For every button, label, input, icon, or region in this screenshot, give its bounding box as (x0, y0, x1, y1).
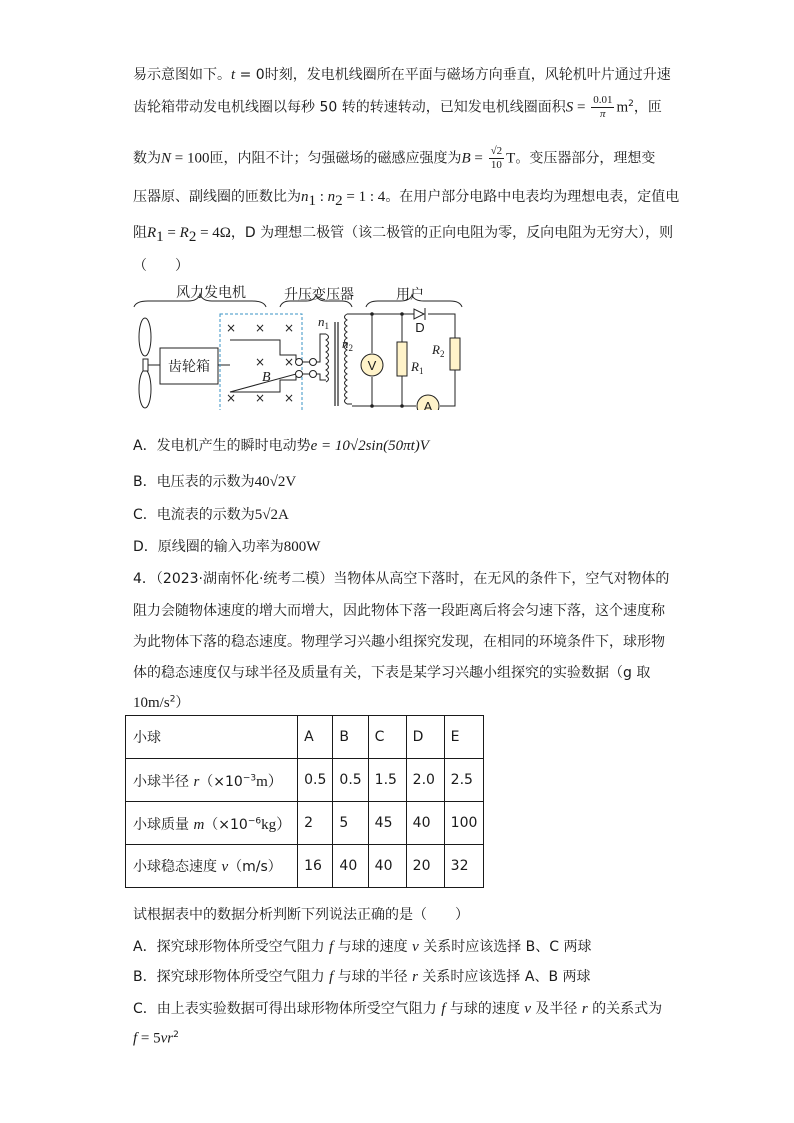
resistor-R2 (450, 338, 460, 370)
exponent: 2 (169, 694, 176, 705)
q4-prompt: 试根据表中的数据分析判断下列说法正确的是（ ） (133, 907, 469, 923)
secondary-coil (345, 314, 353, 404)
text: ，D 为理想二极管（该二极管的正向电阻为零，反向电阻为无穷大），则 (230, 225, 674, 241)
option-3B (133, 471, 296, 491)
primary-coil (326, 334, 329, 382)
label-user: 用户 (396, 287, 424, 303)
var-R2: R (179, 225, 189, 241)
x-mark: × (254, 391, 266, 405)
q4-line-2: 阻力会随物体速度的增大而增大，因此物体下落一段距离后将会匀速下落，这个速度称 (133, 603, 665, 619)
diode-icon (414, 308, 425, 320)
text: = 0时刻，发电机线圈所在平面与磁场方向垂直，风轮机叶片通过升速 (235, 67, 671, 83)
subscript: 1 (156, 228, 164, 245)
table-cell: 40 (333, 845, 368, 888)
label-R2: $R_2$ (432, 342, 445, 359)
table-row (126, 802, 484, 845)
table-cell: 45 (368, 802, 406, 845)
fraction (489, 145, 505, 172)
intro-line-2 (133, 94, 662, 121)
exponent: 2 (628, 98, 634, 109)
x-mark: × (225, 391, 237, 405)
x-mark: × (254, 321, 266, 335)
table-cell: 40 (406, 802, 444, 845)
var-t: t (231, 67, 236, 83)
label-n2: $n_2$ (342, 336, 353, 353)
text: ，匝 (633, 99, 662, 116)
option-expression: e = 10√2sin(50πt)V (310, 438, 429, 454)
text: = 100 (171, 150, 210, 167)
intro-line-1 (133, 64, 671, 84)
option-label: A．发电机产生的瞬时电动势 (133, 438, 311, 454)
q4-line-1: 4．（2023·湖南怀化·统考二模）当物体从高空下落时，在无风的条件下，空气对物体的 (133, 571, 670, 587)
label-V: V (367, 358, 377, 373)
intro-line-4 (133, 186, 679, 210)
option-label: D．原线圈的输入功率为 (133, 539, 284, 555)
option-label: C．电流表的示数为 (133, 507, 255, 523)
var-n1: n (301, 189, 309, 205)
text: 齿轮箱带动发电机线圈以每秒 50 转的转速转动，已知发电机线圈面积 (133, 99, 566, 116)
table-cell: 40 (368, 845, 406, 888)
table-row-label: 小球半径 $r(\times 10^{-3}m)$ (126, 759, 298, 802)
gearbox-label: 齿轮箱 (168, 359, 210, 375)
text: 匝，内阻不计；匀强磁场的磁感应强度为 (209, 150, 462, 167)
table-cell: B (333, 716, 368, 759)
text: = (470, 150, 487, 167)
label-R1: $R_1$ (411, 359, 424, 376)
fraction (591, 94, 614, 121)
label-B: B (262, 370, 271, 385)
text: 阻 (133, 225, 147, 241)
slip-ring (296, 359, 303, 366)
propeller-icon (139, 318, 160, 408)
table-cell: C (368, 716, 406, 759)
option-expression: 40√2V (254, 474, 297, 490)
fraction-numerator: √2 (490, 145, 503, 157)
table-cell: 32 (444, 845, 484, 888)
table-cell: E (444, 716, 484, 759)
slip-ring (296, 371, 303, 378)
option-3C (133, 504, 289, 524)
table-row (126, 759, 484, 802)
circuit-diagram (128, 280, 464, 410)
data-table (125, 715, 484, 888)
x-mark: × (225, 321, 237, 335)
table-cell: 小球 (126, 716, 298, 759)
brush (310, 371, 317, 378)
text: 压器原、副线圈的匝数比为 (133, 189, 301, 205)
text: = 1 : 4 (342, 189, 386, 205)
q4-line-3: 为此物体下落的稳态速度。物理学习兴趣小组探究发现，在相同的环境条件下，球形物 (133, 634, 665, 650)
var-S: S (565, 99, 574, 116)
x-mark: × (283, 355, 295, 369)
text: ） (175, 695, 190, 711)
option-expression: 5√2A (254, 507, 289, 523)
text: : (316, 189, 328, 205)
intro-line-6: （ ） (133, 258, 189, 274)
text: = (163, 225, 180, 241)
var-N: N (161, 150, 172, 167)
table-row (126, 845, 484, 888)
table-row-label: 小球稳态速度 v（m/s） (126, 845, 298, 888)
text: 10m/s (133, 695, 170, 711)
text: 易示意图如下。 (133, 67, 231, 83)
unit: m (616, 99, 629, 116)
fraction-denominator: π (600, 108, 606, 120)
option-3A (133, 435, 429, 455)
resistor-R1 (397, 342, 407, 376)
text: = 4Ω (196, 225, 231, 241)
intro-line-5 (133, 222, 673, 246)
x-mark: × (283, 391, 295, 405)
table-cell: 2.0 (406, 759, 444, 802)
option-3D (133, 536, 320, 556)
label-wind-generator: 风力发电机 (176, 285, 246, 301)
var-B: B (461, 150, 471, 167)
subscript: 1 (308, 192, 316, 209)
table-cell: A (298, 716, 333, 759)
q4-line-5 (133, 692, 189, 712)
label-A: A (423, 399, 433, 410)
table-cell: 20 (406, 845, 444, 888)
x-mark: × (283, 321, 295, 335)
table-cell: 2.5 (444, 759, 484, 802)
text: 数为 (133, 150, 161, 167)
table-row-label: 小球质量 $m(\times 10^{-6}kg)$ (126, 802, 298, 845)
text: 。变压器部分，理想变 (515, 150, 656, 167)
option-expression: 800W (283, 539, 321, 555)
table-cell: 5 (333, 802, 368, 845)
table-cell: 1.5 (368, 759, 406, 802)
option-4A: A．探究球形物体所受空气阻力 f 与球的速度 v 关系时应该选择 B、C 两球 (133, 939, 592, 955)
table-cell: 0.5 (333, 759, 368, 802)
label-n1: $n_1$ (318, 314, 329, 331)
text: = (573, 99, 590, 116)
subscript: 2 (188, 228, 197, 245)
subscript: 2 (335, 192, 343, 209)
intro-line-3 (133, 145, 655, 172)
x-mark: × (254, 355, 266, 369)
table-header-row (126, 716, 484, 759)
option-4C: C．由上表实验数据可得出球形物体所受空气阻力 f 与球的速度 v 及半径 r 的关系式为 (133, 1001, 663, 1017)
label-step-up-transformer: 升压变压器 (284, 287, 354, 303)
table-cell: 0.5 (298, 759, 333, 802)
unit: T (506, 150, 516, 167)
brush (310, 359, 317, 366)
var-R1: R (147, 225, 157, 241)
label-D: D (415, 320, 425, 335)
table-cell: 100 (444, 802, 484, 845)
fraction-numerator: 0.01 (593, 94, 613, 106)
fraction-denominator: 10 (490, 159, 502, 171)
formula-line: $f = 5vr^2$ (133, 1030, 179, 1047)
table-cell: D (406, 716, 444, 759)
text: 。在用户部分电路中电表均为理想电表，定值电 (385, 189, 680, 205)
table-cell: 2 (298, 802, 333, 845)
option-4B: B．探究球形物体所受空气阻力 f 与球的半径 r 关系时应该选择 A、B 两球 (133, 969, 591, 985)
var-n2: n (327, 189, 336, 205)
option-label: B．电压表的示数为 (133, 474, 255, 490)
table-cell: 16 (298, 845, 333, 888)
q4-line-4: 体的稳态速度仅与球半径及质量有关，下表是某学习兴趣小组探究的实验数据（g 取 (133, 665, 651, 681)
